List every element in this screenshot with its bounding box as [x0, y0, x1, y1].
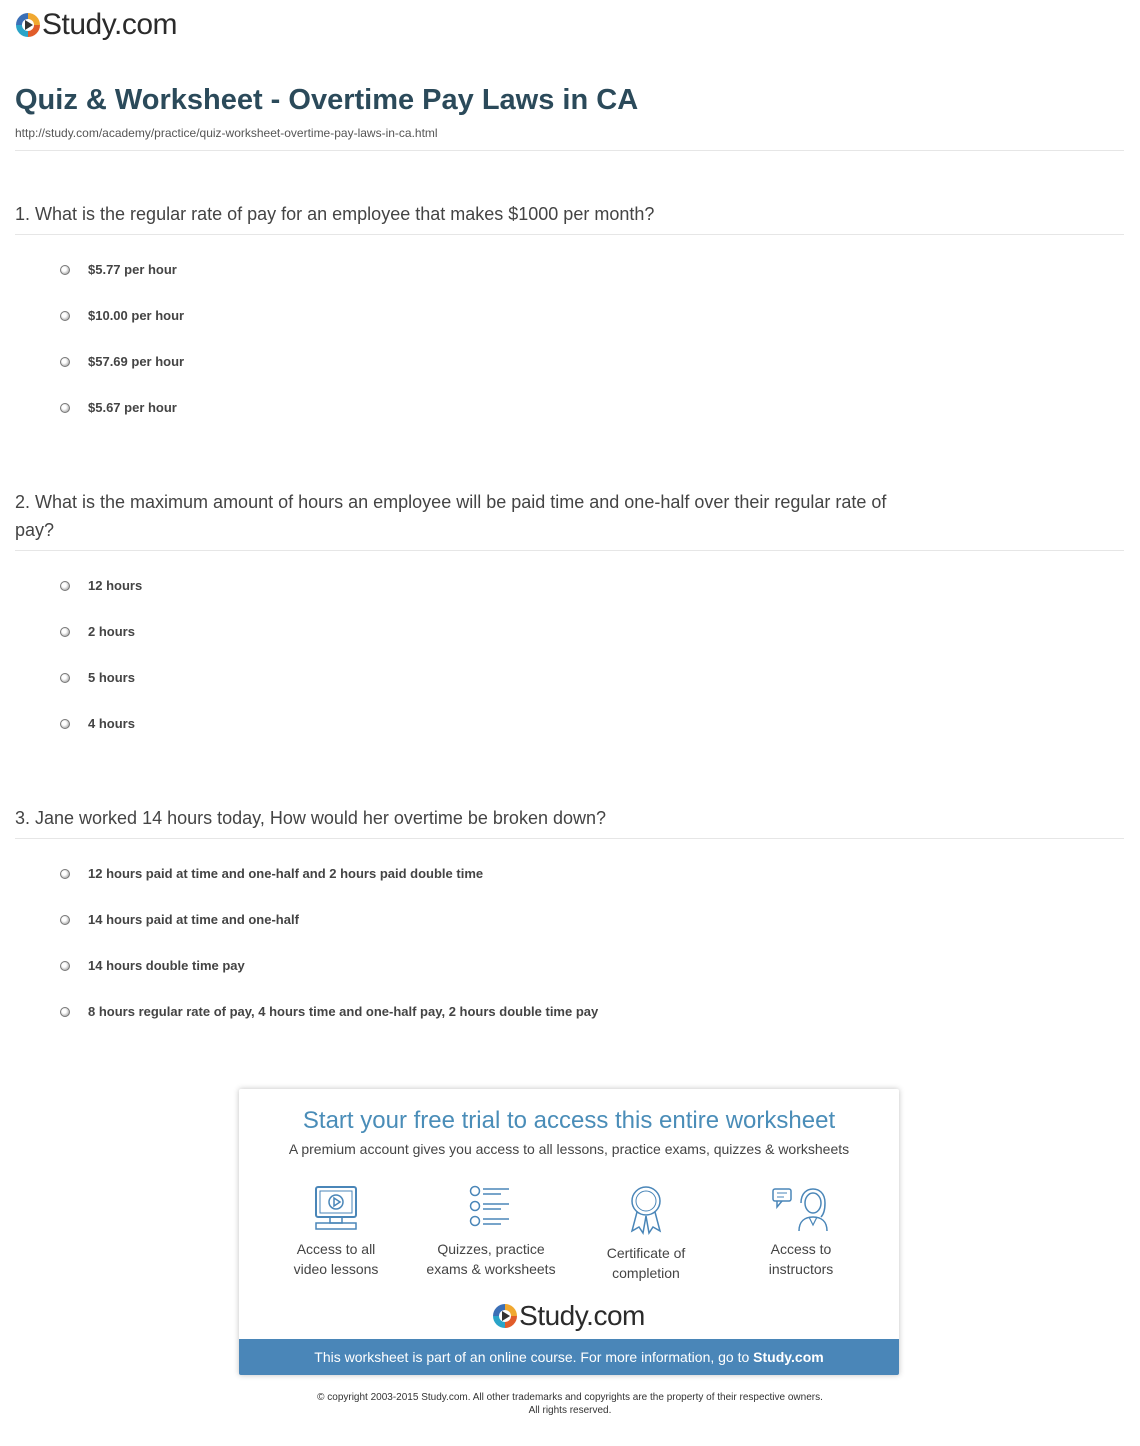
option-2-1[interactable] — [60, 578, 142, 593]
promo-info-bar[interactable] — [239, 1339, 899, 1375]
option-3-1[interactable] — [60, 866, 483, 881]
radio-button[interactable] — [60, 673, 70, 683]
radio-button[interactable] — [60, 627, 70, 637]
radio-button[interactable] — [60, 311, 70, 321]
feature-instructors — [726, 1185, 876, 1279]
option-label: 14 hours double time pay — [88, 958, 245, 973]
study-logo-icon — [493, 1304, 517, 1328]
study-logo[interactable] — [16, 10, 177, 40]
radio-button[interactable] — [60, 265, 70, 275]
radio-button[interactable] — [60, 1007, 70, 1017]
option-1-1[interactable] — [60, 262, 177, 277]
option-label: $10.00 per hour — [88, 308, 185, 323]
option-2-3[interactable] — [60, 670, 135, 685]
promo-title[interactable]: Start your free trial to access this entire worksheet — [302, 1107, 836, 1134]
feature-label: Access to all — [296, 1241, 376, 1257]
option-label: 14 hours paid at time and one-half — [88, 912, 299, 927]
option-3-2[interactable] — [60, 912, 299, 927]
divider — [15, 150, 1124, 151]
copyright-line: © copyright 2003-2015 Study.com. All other trademarks and copyrights are the property of their respective owners. — [317, 1392, 823, 1403]
radio-button[interactable] — [60, 961, 70, 971]
page-title: Quiz & Worksheet - Overtime Pay Laws in CA — [15, 84, 639, 116]
quiz-list-icon — [467, 1185, 515, 1231]
study-logo-icon — [16, 13, 40, 37]
instructor-icon — [771, 1185, 831, 1231]
option-2-4[interactable] — [60, 716, 135, 731]
feature-label: video lessons — [293, 1261, 379, 1277]
option-2-2[interactable] — [60, 624, 135, 639]
option-label: 4 hours — [88, 716, 135, 731]
radio-button[interactable] — [60, 403, 70, 413]
free-trial-promo[interactable] — [239, 1089, 899, 1375]
option-label: 5 hours — [88, 670, 135, 685]
option-label: $57.69 per hour — [88, 354, 185, 369]
option-label: $5.67 per hour — [88, 400, 177, 415]
option-1-3[interactable] — [60, 354, 184, 369]
radio-button[interactable] — [60, 581, 70, 591]
question-divider — [15, 838, 1124, 839]
feature-label: Quizzes, practice — [437, 1241, 545, 1257]
promo-bar-link[interactable]: Study.com — [753, 1349, 824, 1365]
option-label: 12 hours paid at time and one-half and 2 hours paid double time — [88, 866, 484, 881]
radio-button[interactable] — [60, 719, 70, 729]
feature-label: exams & worksheets — [426, 1261, 556, 1277]
question-divider — [15, 550, 1124, 551]
question-1: 1. What is the regular rate of pay for an employee that makes $1000 per month? — [15, 204, 655, 224]
copyright-line: All rights reserved. — [528, 1405, 612, 1416]
feature-label: Access to — [770, 1241, 832, 1257]
page-url: http://study.com/academy/practice/quiz-worksheet-overtime-pay-laws-in-ca.html — [15, 126, 438, 140]
option-label: 12 hours — [88, 578, 143, 593]
logo-text: Study.com — [519, 1300, 645, 1331]
option-label: 2 hours — [88, 624, 135, 639]
certificate-icon — [622, 1185, 670, 1235]
option-label: $5.77 per hour — [88, 262, 177, 277]
radio-button[interactable] — [60, 915, 70, 925]
question-2: 2. What is the maximum amount of hours an employee will be paid time and one-half over their regular rate of pay? — [15, 492, 887, 540]
video-lesson-icon — [312, 1185, 360, 1231]
feature-label: Certificate of — [606, 1245, 686, 1261]
feature-video-lessons — [261, 1185, 411, 1279]
copyright-notice — [0, 1391, 1140, 1417]
promo-subtitle: A premium account gives you access to all lessons, practice exams, quizzes & worksheets — [288, 1141, 850, 1157]
option-3-3[interactable] — [60, 958, 245, 973]
feature-certificate — [571, 1185, 721, 1283]
radio-button[interactable] — [60, 357, 70, 367]
promo-bar-text: This worksheet is part of an online course. For more information, go to — [314, 1349, 754, 1365]
question-divider — [15, 234, 1124, 235]
promo-study-logo[interactable] — [239, 1301, 899, 1331]
logo-text: Study.com — [42, 8, 177, 41]
option-1-4[interactable] — [60, 400, 177, 415]
option-1-2[interactable] — [60, 308, 184, 323]
option-label: 8 hours regular rate of pay, 4 hours time and one-half pay, 2 hours double time pay — [88, 1004, 599, 1019]
question-3: 3. Jane worked 14 hours today, How would her overtime be broken down? — [15, 808, 607, 828]
feature-label: completion — [612, 1265, 680, 1281]
feature-quizzes — [416, 1185, 566, 1279]
radio-button[interactable] — [60, 869, 70, 879]
feature-label: instructors — [768, 1261, 834, 1277]
option-3-4[interactable] — [60, 1004, 598, 1019]
